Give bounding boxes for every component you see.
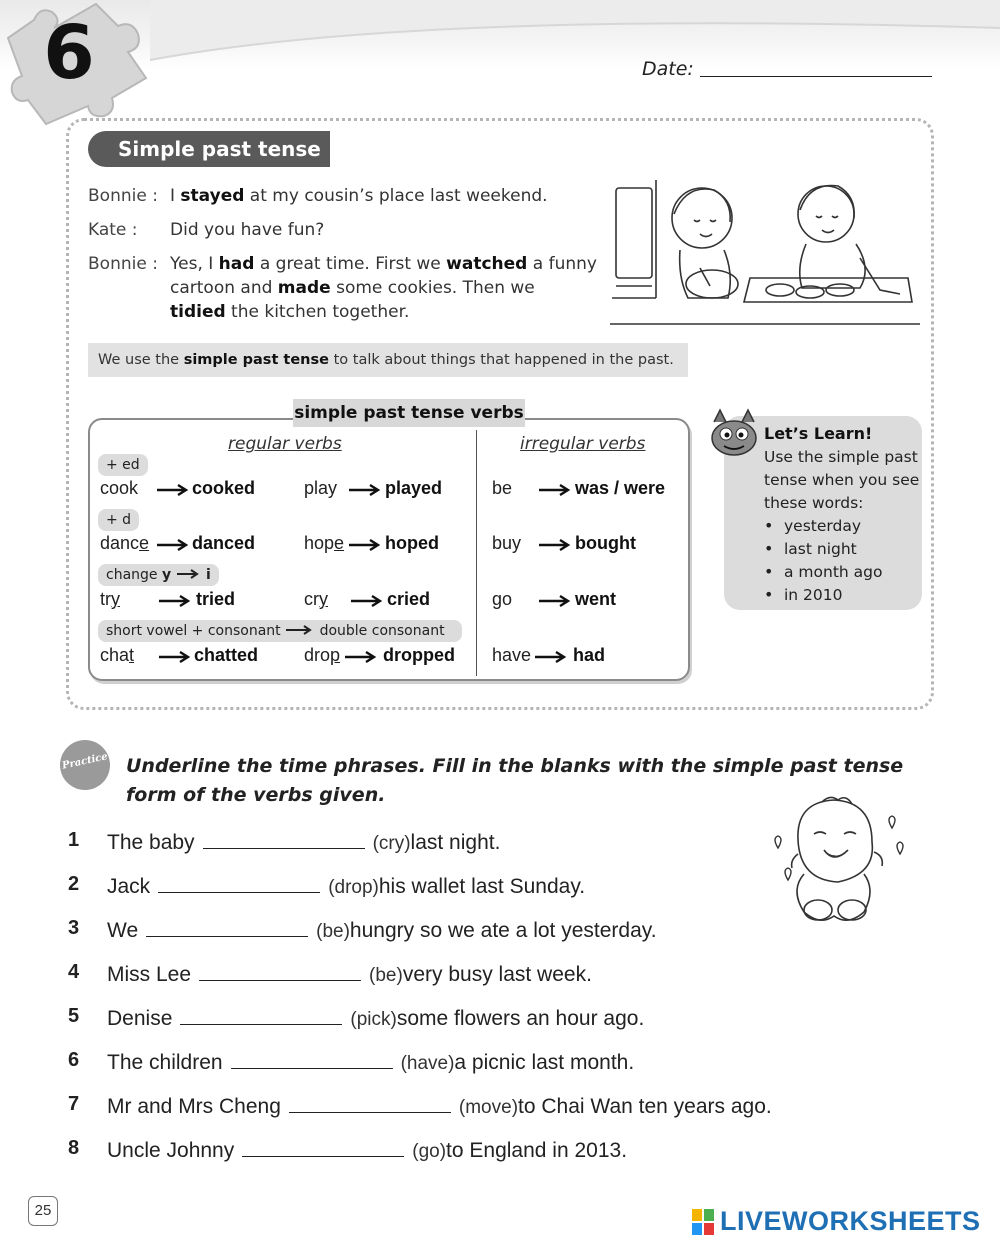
question-number: 2: [68, 873, 80, 895]
question-number: 8: [68, 1137, 80, 1159]
arrow-icon: [538, 484, 572, 496]
question-number: 3: [68, 917, 80, 939]
question-number: 4: [68, 961, 80, 983]
arrow-icon: [285, 625, 315, 635]
answer-blank[interactable]: [242, 1137, 404, 1157]
dialogue-line: tidied the kitchen together.: [170, 302, 410, 322]
dialogue-line: I stayed at my cousin’s place last weekend.: [170, 186, 548, 206]
base-verb: try: [100, 589, 120, 609]
verbs-table-title: simple past tense verbs: [293, 399, 525, 427]
base-verb: go: [492, 589, 513, 609]
dialogue-line: Did you have fun?: [170, 220, 325, 240]
past-verb: played: [385, 478, 443, 498]
arrow-icon: [348, 484, 382, 496]
time-words-list: [764, 514, 882, 606]
dialogue-line: cartoon and made some cookies. Then we: [170, 278, 535, 298]
question-number: 1: [68, 829, 80, 851]
practice-badge-label: Practice: [61, 751, 109, 772]
past-verb: chatted: [194, 645, 259, 665]
date-field[interactable]: [700, 76, 932, 77]
list-item: • in 2010: [764, 583, 882, 606]
base-verb: cry: [304, 589, 328, 609]
base-verb: dance: [100, 533, 150, 553]
section-title: Simple past tense: [88, 131, 330, 167]
question-number: 7: [68, 1093, 80, 1115]
speaker-label: Bonnie :: [88, 254, 158, 274]
answer-blank[interactable]: [231, 1049, 393, 1069]
base-verb: have: [492, 645, 532, 665]
rule-pill-y: change y i: [98, 564, 219, 586]
arrow-icon: [158, 595, 192, 607]
regular-verbs-heading: regular verbs: [228, 434, 342, 454]
rule-pill-ed: + ed: [98, 454, 148, 476]
past-verb: was / were: [575, 478, 666, 498]
base-verb: be: [492, 478, 513, 498]
arrow-icon: [176, 569, 202, 579]
liveworksheets-logo-icon: [692, 1209, 716, 1235]
grammar-rule: We use the simple past tense to talk about things that happened in the past.: [88, 343, 688, 377]
base-verb: hope: [304, 533, 345, 553]
past-verb: danced: [192, 533, 256, 553]
answer-blank[interactable]: [180, 1005, 342, 1025]
past-verb: had: [573, 645, 606, 665]
base-verb: cook: [100, 478, 139, 498]
past-verb: cooked: [192, 478, 256, 498]
answer-blank[interactable]: [289, 1093, 451, 1113]
past-verb: hoped: [385, 533, 439, 553]
page-number: 25: [28, 1196, 58, 1226]
column-divider: [476, 430, 477, 676]
lets-learn-text: Use the simple past tense when you see these words:: [764, 448, 920, 512]
rule-pill-double: short vowel + consonant double consonant: [98, 620, 462, 642]
dialogue-line: Yes, I had a great time. First we watched a funny: [170, 254, 597, 274]
arrow-icon: [156, 484, 190, 496]
arrow-icon: [344, 651, 378, 663]
unit-number: 6: [43, 10, 95, 96]
list-item: • a month ago: [764, 560, 882, 583]
speaker-label: Bonnie :: [88, 186, 158, 206]
base-verb: drop: [304, 645, 341, 665]
base-verb: play: [304, 478, 338, 498]
answer-blank[interactable]: [203, 829, 365, 849]
monster-mascot-icon: [706, 408, 762, 458]
rule-pill-d: + d: [98, 509, 139, 531]
question-number: 6: [68, 1049, 80, 1071]
arrow-icon: [538, 595, 572, 607]
past-verb: went: [575, 589, 617, 609]
lets-learn-title: Let’s Learn!: [764, 424, 873, 443]
arrow-icon: [350, 595, 384, 607]
speaker-label: Kate :: [88, 220, 138, 240]
past-verb: cried: [387, 589, 431, 609]
past-verb: tried: [196, 589, 236, 609]
arrow-icon: [538, 539, 572, 551]
question-number: 5: [68, 1005, 80, 1027]
past-verb: bought: [575, 533, 636, 553]
answer-blank[interactable]: [199, 961, 361, 981]
answer-blank[interactable]: [146, 917, 308, 937]
arrow-icon: [534, 651, 568, 663]
liveworksheets-logo[interactable]: [692, 1206, 981, 1237]
irregular-verbs-heading: irregular verbs: [520, 434, 646, 454]
list-item: • last night: [764, 537, 882, 560]
list-item: • yesterday: [764, 514, 882, 537]
brand-text: LIVEWORKSHEETS: [720, 1206, 981, 1236]
crying-baby-illustration: [768, 794, 910, 934]
past-verb: dropped: [383, 645, 455, 665]
date-label: Date:: [642, 58, 694, 80]
arrow-icon: [158, 651, 192, 663]
practice-instruction: Underline the time phrases. Fill in the blanks with the simple past tense form of the verbs given.: [126, 755, 904, 806]
base-verb: buy: [492, 533, 522, 553]
arrow-icon: [156, 539, 190, 551]
girls-baking-illustration: [610, 178, 922, 328]
answer-blank[interactable]: [158, 873, 320, 893]
arrow-icon: [348, 539, 382, 551]
base-verb: chat: [100, 645, 135, 665]
